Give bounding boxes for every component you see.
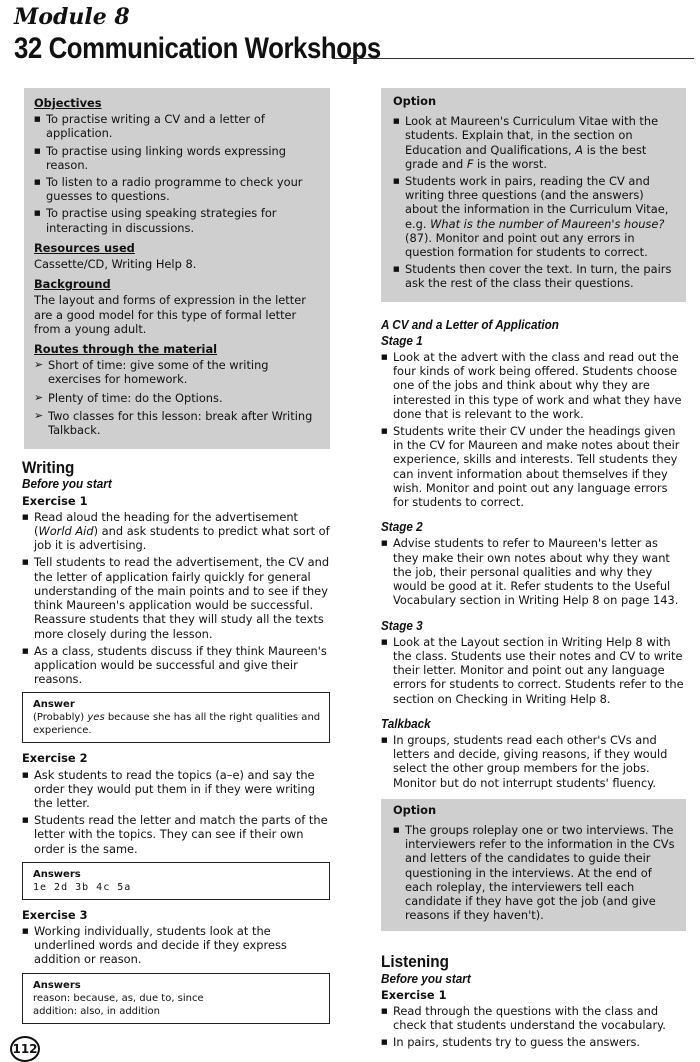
answers-text: 1e 2d 3b 4c 5a: [33, 881, 132, 893]
exercise-1-item: ■ Tell students to read the advertisement, the CV and the letter of application fairly quickly for general understanding of the main points and to see if they think Maureen's application would be successful. Reassure students that they will study all the texts more closely during the lesson.: [22, 555, 330, 640]
exercise-1-heading: Exercise 1: [22, 493, 88, 508]
module-label: Module 8: [14, 4, 130, 30]
stage-1-heading: Stage 1: [381, 332, 423, 348]
answer-box: [22, 692, 330, 743]
route-item: ➢ Plenty of time: do the Options.: [34, 391, 322, 405]
objectives-list: [34, 112, 322, 235]
answers-heading: Answers: [33, 868, 81, 880]
page-title: 32 Communication Workshops: [14, 32, 381, 65]
stage-3-item: ■ Look at the Layout section in Writing Help 8 with the class. Students use their notes and CV to write their letter. Monitor and point out any language errors for students to correct. Students refer to the section on Checking in Writing Help 8.: [381, 635, 686, 706]
exercise-2-item: ■ Ask students to read the topics (a–e) and say the order they would put them in if they were writing the letter.: [22, 768, 330, 811]
background-heading: Background: [34, 277, 111, 292]
exercise-1-item: ■ Read aloud the heading for the advertisement (World Aid) and ask students to predict what sort of job it is advertising.: [22, 510, 330, 553]
listening-exercise-1-list: [381, 1004, 686, 1050]
page-number: 112: [10, 1036, 40, 1062]
routes-heading: Routes through the material: [34, 342, 218, 357]
option-list: [393, 114, 676, 290]
exercise-3-item: ■ Working individually, students look at the underlined words and decide if they express addition or reason.: [22, 924, 330, 967]
route-item: ➢ Two classes for this lesson: break after Writing Talkback.: [34, 409, 322, 437]
option-heading: Option: [393, 802, 437, 817]
writing-heading: Writing: [22, 458, 75, 478]
listening-before-you-start: Before you start: [381, 970, 471, 986]
exercise-3-list: [22, 924, 330, 967]
answers-line: reason: because, as, due to, since: [33, 992, 204, 1004]
resources-text: Cassette/CD, Writing Help 8.: [34, 257, 197, 272]
option-item: ■ The groups roleplay one or two interviews. The interviewers refer to the information in the CVs and letters of the candidates to guide their questioning in the interviews. At the end of each roleplay, the interviewers tell each candidate if they have got the job (and give reasons if they haven't).: [393, 823, 676, 922]
objective-item: ■ To listen to a radio programme to check your guesses to questions.: [34, 175, 322, 203]
stage-2-item: ■ Advise students to refer to Maureen's letter as they make their own notes about why they want the job, their personal qualities and why they would be good at it. Refer students to the Useful Vocabulary section in Writing Help 8 on page 143.: [381, 536, 686, 607]
option-item: ■ Students then cover the text. In turn, the pairs ask the rest of the class their questions.: [393, 262, 676, 290]
exercise-3-heading: Exercise 3: [22, 907, 88, 922]
stage-1-list: [381, 350, 686, 509]
objective-item: ■ To practise using speaking strategies for interacting in discussions.: [34, 206, 322, 234]
route-item: ➢ Short of time: give some of the writing exercises for homework.: [34, 358, 322, 386]
stage-1-item: ■ Look at the advert with the class and read out the four kinds of work being offered. Students choose one of the jobs and think about why they are interested in this type of work and what they have done that is relevant to the work.: [381, 350, 686, 421]
talkback-item: ■ In groups, students read each other's CVs and letters and decide, giving reasons, if they would select the other group members for the jobs. Monitor but do not interrupt students' fluency.: [381, 733, 686, 790]
option-list: [393, 823, 676, 922]
option-panel-2: [381, 799, 686, 932]
answers-box: [22, 973, 330, 1024]
option-panel: [381, 88, 686, 302]
listening-exercise-1-item: ■ Read through the questions with the class and check that students understand the vocabulary.: [381, 1004, 686, 1032]
listening-heading: Listening: [381, 952, 450, 972]
exercise-2-list: [22, 768, 330, 856]
listening-exercise-1-heading: Exercise 1: [381, 987, 447, 1002]
answer-heading: Answer: [33, 699, 75, 711]
objective-item: ■ To practise writing a CV and a letter of application.: [34, 112, 322, 140]
option-heading: Option: [393, 94, 437, 108]
listening-exercise-1-item: ■ In pairs, students try to guess the answers.: [381, 1035, 686, 1049]
answers-heading: Answers: [33, 979, 81, 991]
stage-3-list: [381, 635, 686, 706]
left-column: [22, 88, 330, 1032]
cv-section-heading: A CV and a Letter of Application: [381, 316, 559, 332]
background-text: The layout and forms of expression in the letter are a good model for this type of formal letter from a young adult.: [34, 293, 306, 336]
objectives-heading: Objectives: [34, 96, 102, 110]
answer-text: (Probably) yes because she has all the right qualities and experience.: [33, 712, 321, 737]
exercise-2-heading: Exercise 2: [22, 751, 88, 766]
resources-heading: Resources used: [34, 240, 135, 255]
objective-item: ■ To practise using linking words expressing reason.: [34, 144, 322, 172]
stage-2-heading: Stage 2: [381, 519, 423, 535]
exercise-1-item: ■ As a class, students discuss if they think Maureen's application would be successful and give their reasons.: [22, 644, 330, 687]
right-column: [381, 88, 686, 1053]
title-rule: [332, 58, 694, 59]
talkback-list: [381, 733, 686, 790]
stage-2-list: [381, 536, 686, 607]
exercise-2-item: ■ Students read the letter and match the parts of the letter with the topics. They can see if their own order is the same.: [22, 813, 330, 856]
stage-3-heading: Stage 3: [381, 617, 423, 633]
answers-line: addition: also, in addition: [33, 1005, 160, 1017]
talkback-heading: Talkback: [381, 715, 431, 731]
answers-box: [22, 862, 330, 900]
exercise-1-list: [22, 510, 330, 686]
writing-before-you-start: Before you start: [22, 476, 112, 492]
stage-1-item: ■ Students write their CV under the headings given in the CV for Maureen and make notes about their experience, skills and interests. Tell students they can invent information about themselves if they wish. Monitor and point out any language errors for students to correct.: [381, 424, 686, 509]
routes-list: [34, 358, 322, 437]
option-item: ■ Students work in pairs, reading the CV and writing three questions (and the answers) about the information in the Curriculum Vitae, e.g. What is the number of Maureen's house? (87). Monitor and point out any errors in question formation for students to correct.: [393, 174, 676, 259]
option-item: ■ Look at Maureen's Curriculum Vitae with the students. Explain that, in the section on Education and Qualifications, A is the best grade and F is the worst.: [393, 114, 676, 171]
objectives-panel: [24, 88, 330, 449]
